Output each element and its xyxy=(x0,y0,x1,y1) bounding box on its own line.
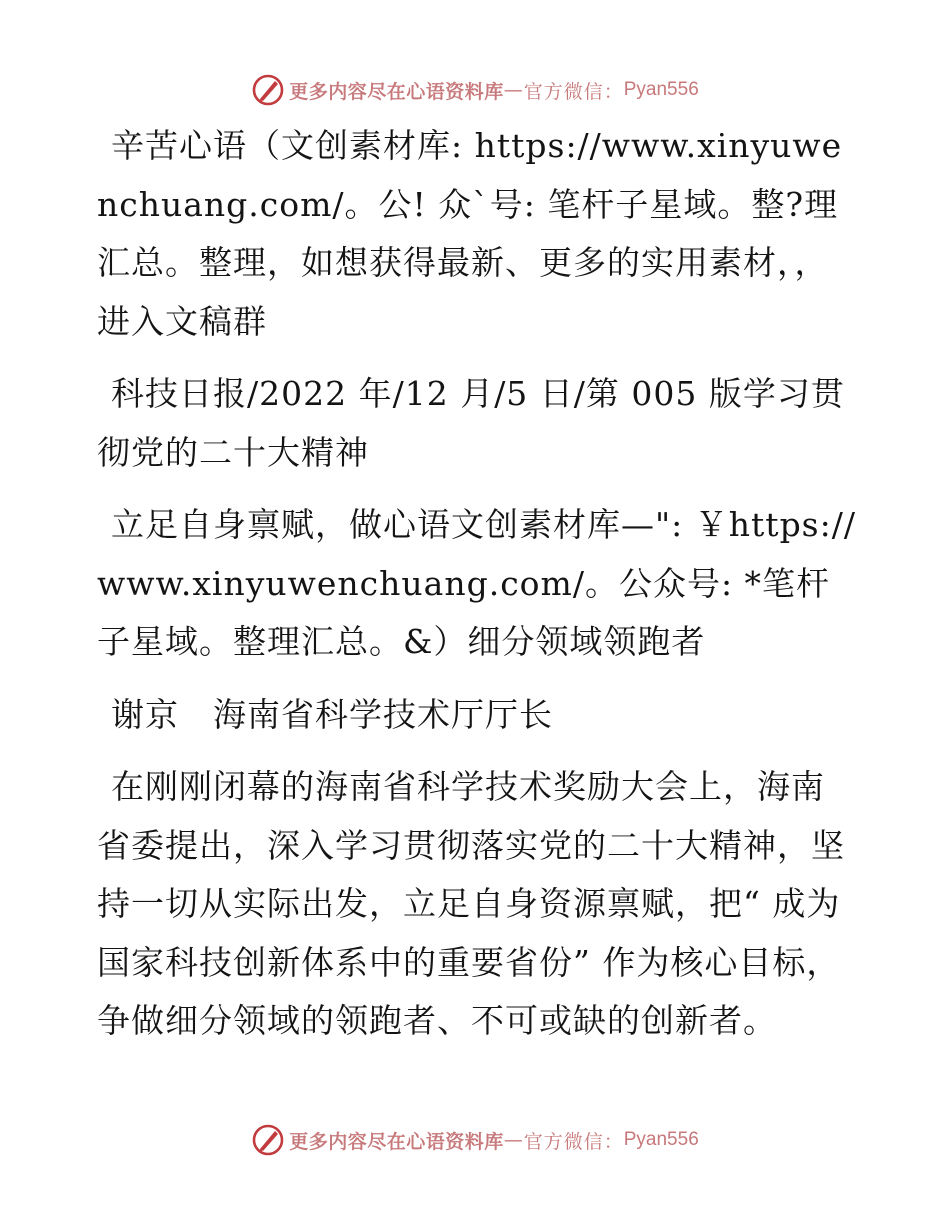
banner-separator: — xyxy=(503,79,524,101)
paragraph-body: 在刚刚闭幕的海南省科学技术奖励大会上，海南省委提出，深入学习贯彻落实党的二十大精神，坚持一切从实际出发，立足自身资源禀赋，把“ 成为国家科技创新体系中的重要省份” 作为核心目标，争做细分领域的领跑者、不可或缺的创新者。 xyxy=(97,767,845,1040)
header-banner xyxy=(0,70,950,110)
banner-wechat-label: 官方微信： xyxy=(523,1130,624,1153)
footer-banner xyxy=(0,1120,950,1160)
paragraph-publication-info: 科技日报/2022 年/12 月/5 日/第 005 版学习贯彻党的二十大精神 xyxy=(97,374,845,472)
paragraph-source-note: 辛苦心语（文创素材库: https://www.xinyuwenchuang.com/。公! 众`号: 笔杆子星域。整?理汇总。整理，如想获得最新、更多的实用素材，，进入文稿群 xyxy=(97,126,843,341)
paragraph-author: 谢京 海南省科学技术厅厅长 xyxy=(111,694,553,734)
banner-text: 更多内容尽在心语资料库 xyxy=(289,80,504,103)
banner-separator: — xyxy=(503,1129,524,1151)
quill-pen-logo-icon xyxy=(251,73,285,107)
banner-text: 更多内容尽在心语资料库 xyxy=(289,1130,504,1153)
banner-wechat-label: 官方微信： xyxy=(523,80,624,103)
banner-wechat-id: Pyan556 xyxy=(623,79,699,100)
banner-wechat-id: Pyan556 xyxy=(623,1129,699,1150)
paragraph-article-title: 立足自身禀赋，做心语文创素材库—": ￥https://www.xinyuwenchuang.com/。公众号: *笔杆子星域。整理汇总。&）细分领域领跑者 xyxy=(97,505,856,661)
document-body xyxy=(97,117,857,1065)
quill-pen-logo-icon xyxy=(251,1123,285,1157)
